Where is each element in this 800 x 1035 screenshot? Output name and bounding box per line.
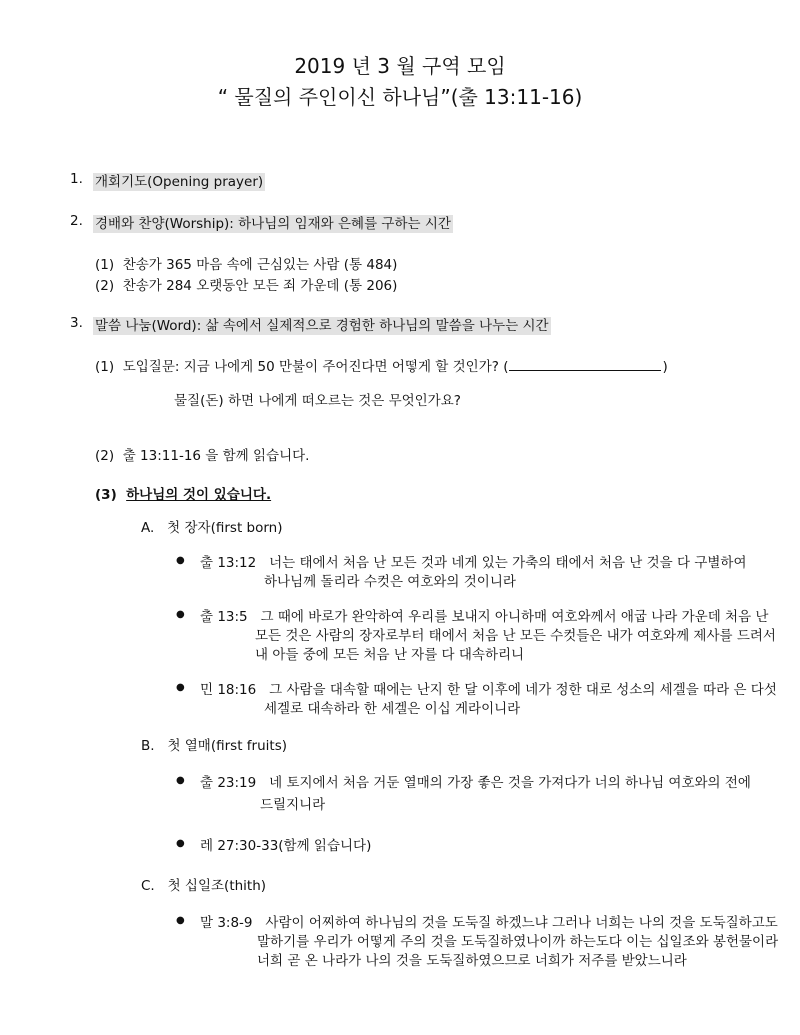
subheading: [95, 483, 271, 503]
subsection-a: [141, 516, 283, 536]
hymn-item-text: 찬송가 284 오랫동안 모든 죄 가운데 (통 206): [122, 278, 398, 294]
section-2-heading: [93, 212, 453, 232]
verse-line: 너희 곧 온 나라가 나의 것을 도둑질하였으므로 너희가 저주를 받았느니라: [257, 953, 687, 969]
intro-followup: 물질(돈) 하면 나에게 떠오르는 것은 무엇인가요?: [174, 393, 461, 409]
bullet-icon: ●: [176, 775, 185, 786]
verse-ref: 출 13:12: [200, 555, 257, 571]
bullet-icon: ●: [176, 682, 185, 693]
hymn-item: [95, 253, 397, 273]
page-title: 2019 년 3 월 구역 모임: [294, 54, 506, 78]
verse-ref: 레 27:30-33(함께 읽습니다): [200, 838, 372, 854]
verse-item: [200, 911, 778, 931]
verse-item: [200, 551, 747, 571]
hymn-item-number: (1): [95, 257, 115, 273]
verse-ref: 말 3:8-9: [200, 915, 253, 931]
bullet-icon: ●: [176, 609, 185, 620]
subsection-b: [141, 734, 287, 754]
reading-item: [95, 444, 309, 464]
verse-line: 말하기를 우리가 어떻게 주의 것을 도둑질하였나이까 하는도다 이는 십일조와 봉헌물이라: [257, 934, 779, 950]
section-3-number: 3.: [70, 315, 83, 331]
subsection-letter: A.: [141, 520, 155, 536]
section-1-label: 개회기도(Opening prayer): [95, 174, 264, 190]
verse-line: 그 때에 바로가 완악하여 우리를 보내지 아니하매 여호와께서 애굽 나라 가운데 처음 난: [260, 609, 769, 625]
hymn-item-number: (2): [95, 278, 115, 294]
reading-item-number: (2): [95, 448, 115, 464]
page-subtitle: “ 물질의 주인이신 하나님”(출 13:11-16): [217, 85, 583, 109]
subsection-c: [141, 874, 266, 894]
bullet-icon: ●: [176, 838, 185, 849]
hymn-item: [95, 274, 397, 294]
verse-item: [200, 771, 751, 791]
verse-ref: 출 23:19: [200, 775, 257, 791]
section-1-number: 1.: [70, 171, 83, 187]
section-3-heading: [93, 314, 551, 334]
verse-line: 너는 태에서 처음 난 모든 것과 네게 있는 가축의 태에서 처음 난 것을 다 구별하여: [269, 555, 747, 571]
verse-line: 세겔로 대속하라 한 세겔은 이십 게라이니라: [264, 701, 521, 717]
verse-line: 그 사람을 대속할 때에는 난지 한 달 이후에 네가 정한 대로 성소의 세겔을 따라 은 다섯: [269, 682, 777, 698]
subheading-text: 하나님의 것이 있습니다.: [126, 487, 272, 503]
verse-ref: 민 18:16: [200, 682, 257, 698]
intro-question: [95, 355, 668, 375]
section-2-label: 경배와 찬양(Worship): 하나님의 임재와 은혜를 구하는 시간: [95, 216, 451, 232]
verse-line: 하나님께 돌리라 수컷은 여호와의 것이니라: [264, 574, 516, 590]
subheading-number: (3): [95, 487, 117, 503]
subsection-label: 첫 십일조(thith): [167, 878, 267, 894]
verse-item: [200, 605, 768, 625]
subsection-label: 첫 장자(first born): [167, 520, 283, 536]
verse-line: 드릴지니라: [260, 797, 326, 813]
verse-line: 모든 것은 사람의 장자로부터 태에서 처음 난 모든 수컷들은 내가 여호와께 제사를 드려서: [255, 628, 776, 644]
section-2-number: 2.: [70, 213, 83, 229]
hymn-item-text: 찬송가 365 마음 속에 근심있는 사람 (통 484): [122, 257, 398, 273]
intro-question-close: ): [662, 359, 668, 375]
subsection-letter: B.: [141, 738, 155, 754]
reading-item-text: 출 13:11-16 을 함께 읽습니다.: [122, 448, 310, 464]
verse-item: [200, 678, 777, 698]
verse-ref: 출 13:5: [200, 609, 248, 625]
verse-line: 사람이 어찌하여 하나님의 것을 도둑질 하겠느냐 그러나 너희는 나의 것을 도둑질하고도: [265, 915, 778, 931]
bullet-icon: ●: [176, 915, 185, 926]
verse-line: 네 토지에서 처음 거둔 열매의 가장 좋은 것을 가져다가 너의 하나님 여호와의 전에: [269, 775, 751, 791]
subsection-label: 첫 열매(first fruits): [167, 738, 287, 754]
bullet-icon: ●: [176, 555, 185, 566]
answer-blank[interactable]: [509, 358, 661, 371]
intro-question-number: (1): [95, 359, 115, 375]
section-1-heading: [93, 170, 265, 190]
subsection-letter: C.: [141, 878, 155, 894]
verse-line: 내 아들 중에 모든 처음 난 자를 다 대속하리니: [255, 647, 525, 663]
section-3-label: 말씀 나눔(Word): 삶 속에서 실제적으로 경험한 하나님의 말씀을 나누는 시간: [95, 318, 549, 334]
intro-question-text: 도입질문: 지금 나에게 50 만불이 주어진다면 어떻게 할 것인가? (: [122, 359, 509, 375]
